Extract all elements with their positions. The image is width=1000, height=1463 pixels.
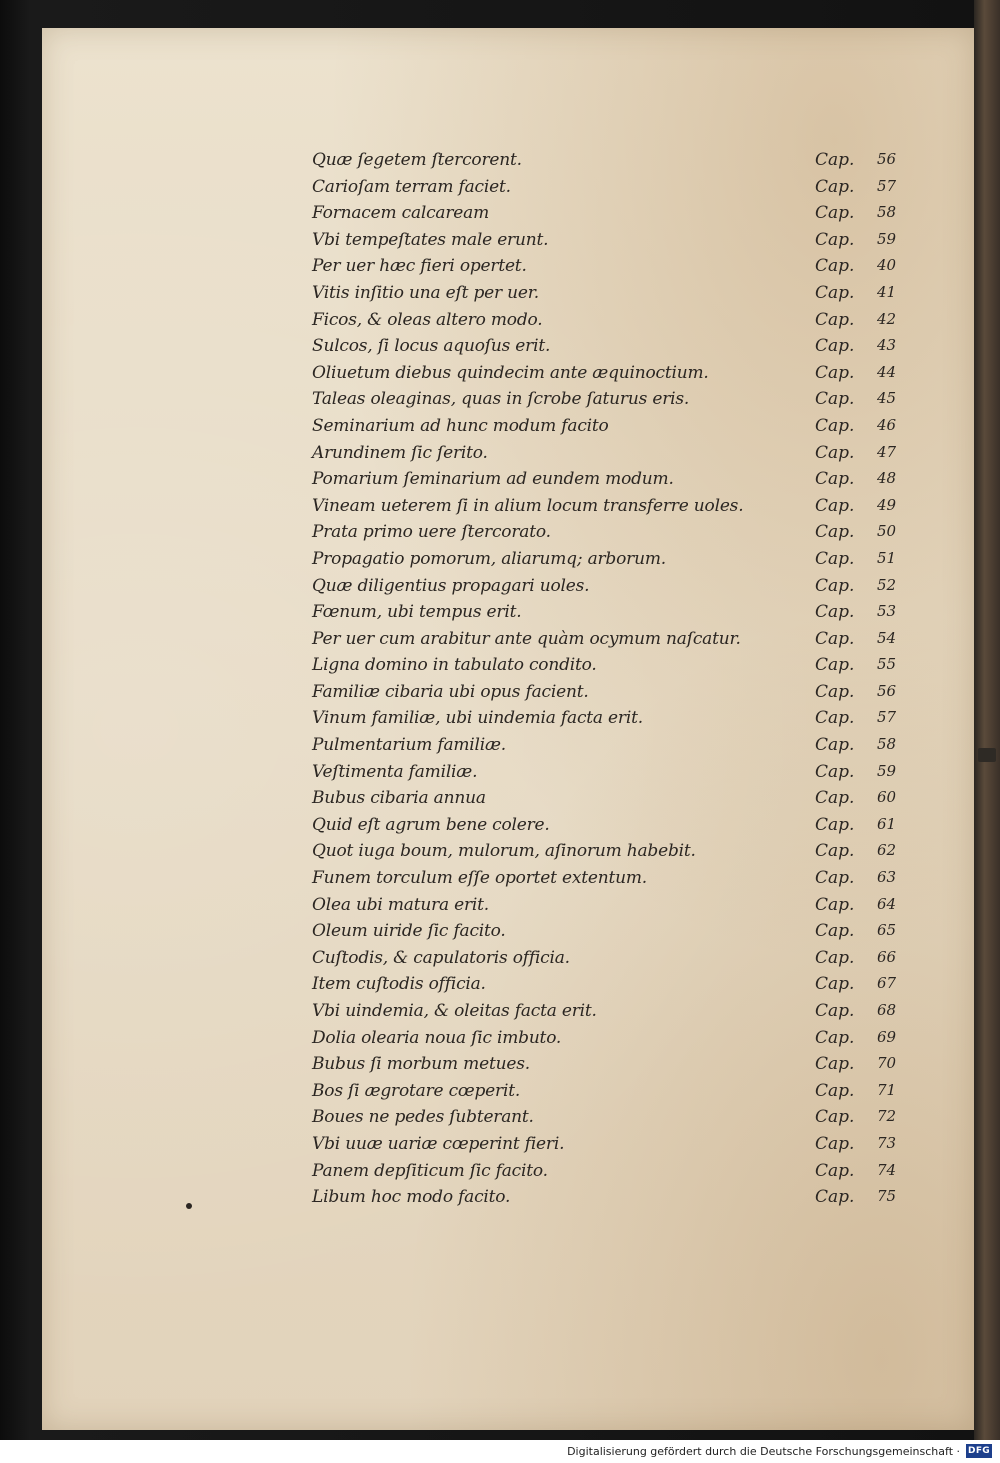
entry-cap-label: Cap. (815, 868, 855, 889)
index-entry (312, 306, 912, 333)
index-entry (312, 891, 912, 918)
entry-cap-label: Cap. (815, 336, 855, 357)
entry-title: Veſtimenta familiæ. (312, 761, 478, 782)
index-entry (312, 279, 912, 306)
entry-title: Propagatio pomorum, aliarumq; arborum. (312, 548, 666, 569)
entry-cap-label: Cap. (815, 814, 855, 835)
entry-cap-label: Cap. (815, 203, 855, 224)
entry-chapter-number: 68 (877, 1001, 897, 1019)
entry-cap-label: Cap. (815, 974, 855, 995)
entry-title: Arundinem ſic ſerito. (312, 442, 488, 463)
entry-title: Libum hoc modo facito. (312, 1187, 511, 1208)
entry-title: Fornacem calcaream (312, 203, 490, 224)
entry-chapter-number: 49 (877, 495, 897, 514)
page-edge-tab (978, 748, 996, 762)
entry-cap-label: Cap. (815, 1027, 855, 1048)
index-entry (312, 545, 912, 572)
index-entry (312, 731, 912, 758)
entry-title: Carioſam terram faciet. (312, 176, 511, 197)
entry-title: Olea ubi matura erit. (312, 894, 490, 915)
index-entry (312, 1130, 912, 1157)
index-entry (312, 837, 912, 864)
entry-cap-label: Cap. (815, 469, 855, 490)
entry-chapter-number: 51 (877, 548, 897, 567)
index-entry (312, 758, 912, 785)
index-entry (312, 625, 912, 652)
chapter-index-list (312, 146, 912, 1210)
entry-title: Quid eſt agrum bene colere. (312, 814, 550, 835)
entry-cap-label: Cap. (815, 176, 855, 197)
entry-chapter-number: 60 (877, 788, 897, 807)
entry-chapter-number: 58 (877, 203, 897, 222)
entry-cap-label: Cap. (815, 229, 855, 250)
book-page (42, 28, 974, 1430)
entry-chapter-number: 47 (877, 442, 897, 461)
index-entry (312, 704, 912, 731)
entry-chapter-number: 42 (877, 309, 897, 328)
entry-chapter-number: 56 (877, 150, 897, 168)
entry-chapter-number: 57 (877, 176, 897, 195)
index-entry (312, 1050, 912, 1077)
entry-cap-label: Cap. (815, 1080, 855, 1101)
entry-cap-label: Cap. (815, 681, 855, 702)
entry-chapter-number: 57 (877, 708, 897, 727)
index-entry (312, 997, 912, 1024)
index-entry (312, 465, 912, 492)
entry-chapter-number: 59 (877, 761, 897, 780)
index-entry (312, 572, 912, 599)
index-entry (312, 359, 912, 386)
entry-chapter-number: 69 (877, 1027, 897, 1046)
book-binding-edge (974, 0, 1000, 1440)
entry-title: Taleas oleaginas, quas in ſcrobe ſaturus eris. (312, 389, 690, 410)
index-entry (312, 518, 912, 545)
entry-title: Vineam ueterem ſi in alium locum transferre uoles. (312, 495, 744, 516)
entry-chapter-number: 58 (877, 735, 897, 754)
entry-title: Vbi tempeſtates male erunt. (312, 229, 549, 250)
entry-chapter-number: 59 (877, 229, 897, 248)
digitization-footer (0, 1440, 1000, 1463)
index-entry (312, 1157, 912, 1184)
index-entry (312, 864, 912, 891)
entry-chapter-number: 64 (877, 894, 897, 913)
entry-title: Ficos, & oleas altero modo. (312, 309, 543, 330)
entry-title: Dolia olearia noua ſic imbuto. (312, 1027, 562, 1048)
entry-chapter-number: 70 (877, 1054, 897, 1073)
entry-title: Item cuſtodis officia. (312, 974, 486, 995)
entry-title: Vinum familiæ, ubi uindemia facta erit. (312, 708, 643, 729)
entry-chapter-number: 48 (877, 469, 897, 488)
entry-chapter-number: 71 (877, 1080, 897, 1099)
index-entry (312, 1077, 912, 1104)
entry-title: Cuſtodis, & capulatoris officia. (312, 947, 570, 968)
index-entry (312, 199, 912, 226)
index-entry (312, 811, 912, 838)
index-entry (312, 1024, 912, 1051)
entry-title: Bubus ſi morbum metues. (312, 1054, 530, 1075)
entry-cap-label: Cap. (815, 655, 855, 676)
entry-cap-label: Cap. (815, 522, 855, 543)
entry-cap-label: Cap. (815, 309, 855, 330)
entry-cap-label: Cap. (815, 362, 855, 383)
entry-cap-label: Cap. (815, 788, 855, 809)
entry-title: Prata primo uere ſtercorato. (312, 522, 551, 543)
entry-cap-label: Cap. (815, 894, 855, 915)
index-entry (312, 917, 912, 944)
entry-chapter-number: 74 (877, 1160, 897, 1179)
entry-title: Quæ ſegetem ſtercorent. (312, 150, 522, 170)
entry-title: Pulmentarium familiæ. (312, 735, 506, 756)
entry-cap-label: Cap. (815, 575, 855, 596)
entry-cap-label: Cap. (815, 1001, 855, 1021)
entry-chapter-number: 44 (877, 362, 897, 381)
index-entry (312, 252, 912, 279)
entry-title: Quot iuga boum, mulorum, aſinorum habebit. (312, 841, 696, 862)
entry-cap-label: Cap. (815, 921, 855, 942)
index-entry (312, 332, 912, 359)
entry-title: Per uer hæc fieri opertet. (312, 256, 527, 277)
index-entry (312, 970, 912, 997)
entry-cap-label: Cap. (815, 495, 855, 516)
entry-cap-label: Cap. (815, 1133, 855, 1154)
entry-chapter-number: 52 (877, 575, 897, 594)
index-entry (312, 226, 912, 253)
entry-title: Ligna domino in tabulato condito. (312, 655, 597, 676)
entry-chapter-number: 50 (877, 522, 897, 541)
entry-title: Oleum uiride ſic facito. (312, 921, 506, 942)
entry-title: Per uer cum arabitur ante quàm ocymum naſcatur. (312, 628, 741, 649)
entry-cap-label: Cap. (815, 735, 855, 756)
index-entry (312, 492, 912, 519)
entry-title: Bos ſi ægrotare cœperit. (312, 1080, 521, 1101)
index-entry (312, 439, 912, 466)
entry-cap-label: Cap. (815, 708, 855, 729)
entry-chapter-number: 56 (877, 681, 897, 700)
entry-chapter-number: 40 (877, 256, 897, 275)
index-entry (312, 385, 912, 412)
ink-dot-mark (186, 1203, 192, 1209)
entry-cap-label: Cap. (815, 761, 855, 782)
entry-cap-label: Cap. (815, 150, 855, 170)
entry-cap-label: Cap. (815, 389, 855, 410)
index-entry (312, 598, 912, 625)
index-entry (312, 784, 912, 811)
index-entry (312, 1183, 912, 1210)
index-entry (312, 651, 912, 678)
entry-cap-label: Cap. (815, 841, 855, 862)
index-entry (312, 678, 912, 705)
entry-chapter-number: 72 (877, 1107, 897, 1126)
index-entry (312, 944, 912, 971)
index-entry (312, 412, 912, 439)
entry-chapter-number: 41 (877, 282, 897, 301)
entry-title: Funem torculum eſſe oportet extentum. (312, 868, 647, 889)
dfg-logo: DFG (966, 1444, 992, 1458)
entry-cap-label: Cap. (815, 947, 855, 968)
entry-chapter-number: 53 (877, 602, 897, 621)
entry-cap-label: Cap. (815, 1054, 855, 1075)
index-entry (312, 146, 912, 173)
entry-chapter-number: 67 (877, 974, 897, 993)
entry-title: Vbi uindemia, & oleitas facta erit. (312, 1001, 597, 1021)
entry-chapter-number: 45 (877, 389, 897, 408)
entry-chapter-number: 55 (877, 655, 897, 674)
index-entry (312, 1103, 912, 1130)
entry-title: Pomarium ſeminarium ad eundem modum. (312, 469, 674, 490)
entry-chapter-number: 46 (877, 415, 897, 434)
entry-chapter-number: 65 (877, 921, 897, 940)
entry-title: Panem depſiticum ſic facito. (312, 1160, 548, 1181)
entry-title: Sulcos, ſi locus aquoſus erit. (312, 336, 551, 357)
entry-cap-label: Cap. (815, 628, 855, 649)
entry-title: Vbi uuæ uariæ cœperint fieri. (312, 1133, 565, 1154)
entry-cap-label: Cap. (815, 602, 855, 623)
entry-chapter-number: 75 (877, 1187, 897, 1206)
entry-cap-label: Cap. (815, 1107, 855, 1128)
entry-cap-label: Cap. (815, 1160, 855, 1181)
entry-chapter-number: 73 (877, 1133, 897, 1152)
entry-cap-label: Cap. (815, 548, 855, 569)
entry-cap-label: Cap. (815, 442, 855, 463)
index-entry (312, 173, 912, 200)
entry-chapter-number: 62 (877, 841, 897, 860)
entry-chapter-number: 63 (877, 868, 897, 887)
entry-chapter-number: 43 (877, 336, 897, 355)
entry-title: Vitis inſitio una eſt per uer. (312, 282, 540, 303)
entry-title: Fœnum, ubi tempus erit. (312, 602, 522, 623)
entry-chapter-number: 66 (877, 947, 897, 966)
entry-cap-label: Cap. (815, 256, 855, 277)
entry-title: Quæ diligentius propagari uoles. (312, 575, 590, 596)
footer-credit-text: Digitalisierung gefördert durch die Deutsche Forschungsgemeinschaft · (567, 1445, 960, 1458)
entry-title: Familiæ cibaria ubi opus facient. (312, 681, 589, 702)
entry-title: Seminarium ad hunc modum facito (312, 415, 609, 436)
entry-title: Oliuetum diebus quindecim ante æquinoctium. (312, 362, 709, 383)
entry-title: Boues ne pedes ſubterant. (312, 1107, 534, 1128)
entry-chapter-number: 61 (877, 814, 897, 833)
entry-cap-label: Cap. (815, 415, 855, 436)
entry-title: Bubus cibaria annua (312, 788, 486, 809)
entry-chapter-number: 54 (877, 628, 897, 647)
entry-cap-label: Cap. (815, 1187, 855, 1208)
entry-cap-label: Cap. (815, 282, 855, 303)
